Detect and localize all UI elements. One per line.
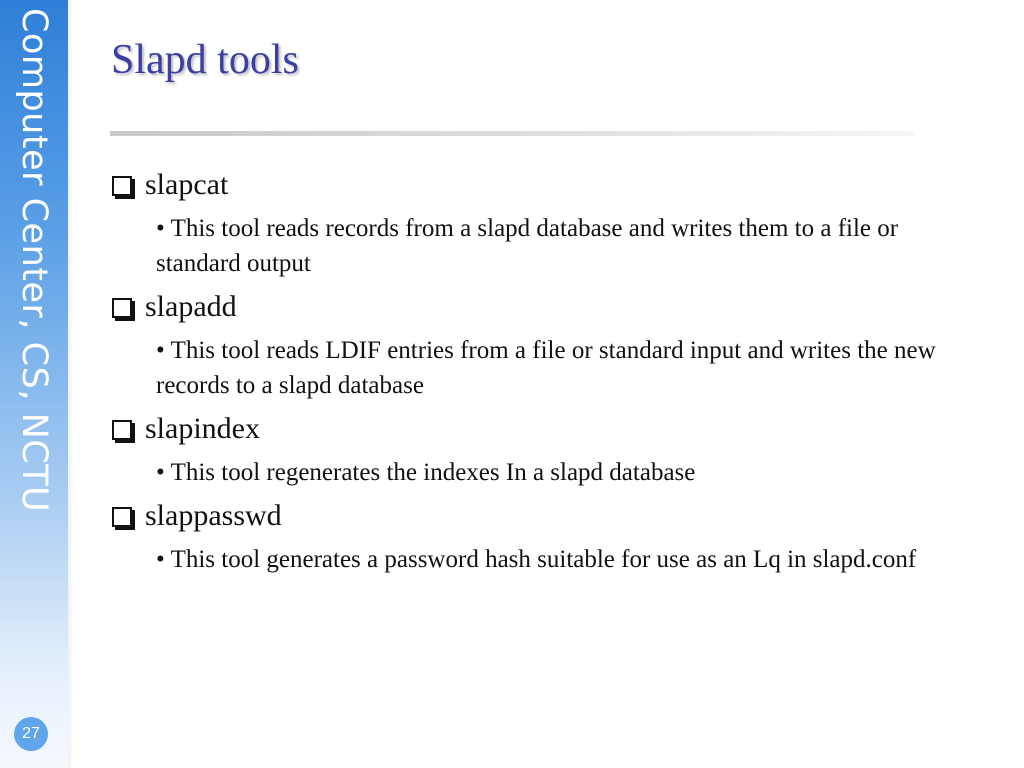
list-item [112,409,992,490]
checkbox-icon [112,298,132,318]
item-description [156,455,976,490]
item-description [156,211,976,281]
item-description [156,333,976,403]
sidebar-vertical-text: Computer Center, CS, NCTU [14,8,54,513]
item-description-text: This tool regenerates the indexes In a slapd database [170,459,696,486]
checkbox-icon [112,507,132,527]
item-label: slapindex [145,412,260,445]
item-description-text: This tool reads LDIF entries from a file or standard input and writes the new records to a slapd database [156,337,936,399]
bullet-icon: • [156,337,171,364]
item-heading [112,287,992,327]
list-item [112,165,992,281]
item-heading [112,496,992,536]
item-label: slapcat [145,168,229,201]
slide-content [112,165,992,577]
bullet-icon: • [156,215,171,242]
title-divider [110,131,914,136]
item-description-text: This tool reads records from a slapd database and writes them to a file or standard output [156,215,899,277]
sidebar-shadow [68,0,74,768]
checkbox-icon [112,176,132,196]
page-number-badge: 27 [14,717,48,751]
bullet-icon: • [156,459,171,486]
bullet-icon: • [156,546,171,573]
item-label: slapadd [145,290,237,323]
sidebar [0,0,68,768]
item-label: slappasswd [145,499,282,532]
slide-title: Slapd tools [111,37,299,83]
list-item [112,287,992,403]
list-item [112,496,992,577]
item-heading [112,165,992,205]
checkbox-icon [112,420,132,440]
item-description-text: This tool generates a password hash suitable for use as an Lq in slapd.conf [170,546,917,573]
item-description [156,542,976,577]
item-heading [112,409,992,449]
